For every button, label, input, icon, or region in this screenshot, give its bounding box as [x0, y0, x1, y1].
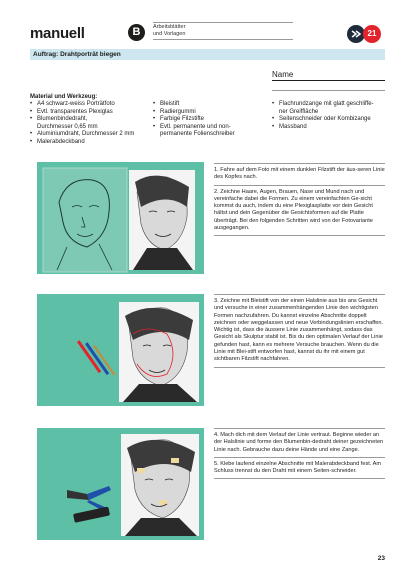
step-text-group-1: [214, 163, 385, 236]
materials-col1: [30, 101, 150, 147]
step-photo-3-illustration: [37, 428, 204, 540]
step-2-text: 2. Zeichne Haare, Augen, Brauen, Nase und Mund nach und vereinfache dabei die Formen. Zu einem vereinfachten Ge-sicht kommst du auch, indem du eine Plexiglasplatte vor dein Gesicht hältst und dein Gegenüber die Gesichtsformen auf die Platte überträgt. Bei den folgenden Schritten wird von der Fotovariante ausgegangen.: [214, 185, 385, 236]
material-item: • Bleistift: [153, 101, 268, 109]
material-item: • Evtl. transparentes Plexiglas: [30, 109, 150, 117]
step-5-text: 5. Klebe laufend einzelne Abschnitte mit Malerabdeckband fest. Am Schluss trennst du den Draht mit einem Seiten-schneider.: [214, 457, 385, 479]
level-badge: B: [128, 24, 145, 41]
material-item: • Farbige Filzstifte: [153, 116, 268, 124]
material-item: • Radiergummi: [153, 109, 268, 117]
material-item-cont: ner Greiffläche: [279, 108, 319, 115]
page-header: [30, 22, 385, 46]
material-item: • A4 schwarz-weiss Porträtfoto: [30, 101, 150, 109]
header-subtitle: [153, 24, 185, 38]
task-title: Auftrag: Drahtporträt biegen: [33, 50, 121, 58]
material-item: • Evtl. permanente und non-: [153, 124, 268, 132]
materials-col3: [272, 101, 387, 131]
lehrplan-21-icon: 21: [363, 25, 381, 43]
header-subtitle-line1: Arbeitsblätter: [153, 24, 186, 30]
step-text-group-2: [214, 294, 385, 368]
divider: [214, 367, 385, 368]
divider: [214, 478, 385, 479]
header-rule-bottom: [153, 39, 293, 40]
material-item: • Seitenschneider oder Kombizange: [272, 116, 387, 124]
material-item: • Malerabdeckband: [30, 139, 150, 147]
step-1-text: 1. Fahre auf dem Foto mit einem dunklen Filzstift der äus-seren Linie des Kopfes nach.: [214, 163, 385, 185]
step-photo-2: [37, 294, 204, 406]
divider: [214, 235, 385, 236]
material-item-cont: permanente Folienschreiber: [160, 131, 235, 138]
step-photo-1: [37, 162, 204, 274]
name-line-secondary: [272, 90, 385, 91]
material-item: • Flachrundzange mit glatt geschliffe-: [272, 101, 387, 109]
name-label: Name: [272, 70, 294, 79]
material-item: • Aluminiumdraht, Durchmesser 2 mm: [30, 131, 150, 139]
name-line[interactable]: [272, 80, 385, 81]
material-item: • Massband: [272, 124, 387, 132]
materials-title: Material und Werkzeug:: [30, 94, 98, 100]
header-rule-top: [153, 22, 293, 23]
step-text-group-3: [214, 428, 385, 479]
header-subtitle-line2: und Vorlagen: [153, 31, 186, 37]
step-photo-1-illustration: [37, 162, 204, 274]
step-photo-3: [37, 428, 204, 540]
manuell-logo: manuell: [30, 25, 85, 42]
material-item: • Blumenbindedraht,: [30, 116, 150, 124]
step-photo-2-illustration: [37, 294, 204, 406]
material-item-cont: Durchmesser 0,65 mm: [37, 123, 98, 130]
task-bar: [30, 49, 385, 60]
lehrplan-logo: [347, 25, 383, 43]
page-number: 23: [377, 555, 385, 562]
materials-col2: [153, 101, 268, 139]
step-3-text: 3. Zeichne mit Bleistift von der einen Halslinie aus bis ans Gesicht und versuche in einer zusammenhängenden Linie den wichtigsten Formen nachzufahren. Du kannst einzelne Abschnitte doppelt zeichnen oder weggelassen und neue Verbindungslinien erschaffen. Wichtig ist, dass die äussere Linie zusammenhängt, sodass das Gesicht als Skulptur stabil ist. Bis du den optimalen Verlauf der Linie gefunden hast, kann es mehrere Versuche brauchen. Wenn du die Linie mit Blei-stift entworfen hast, kannst du ihr mit einem gut sichtbaren Filzstift nachfahren.: [214, 294, 385, 367]
step-4-text: 4. Mach dich mit dem Verlauf der Linie vertraut. Beginne wieder an der Halslinie und forme den Blumenbin-dedraht deiner gezeichneten Linie nach. Gebrauche dazu deine Hände und eine Zange.: [214, 428, 385, 457]
